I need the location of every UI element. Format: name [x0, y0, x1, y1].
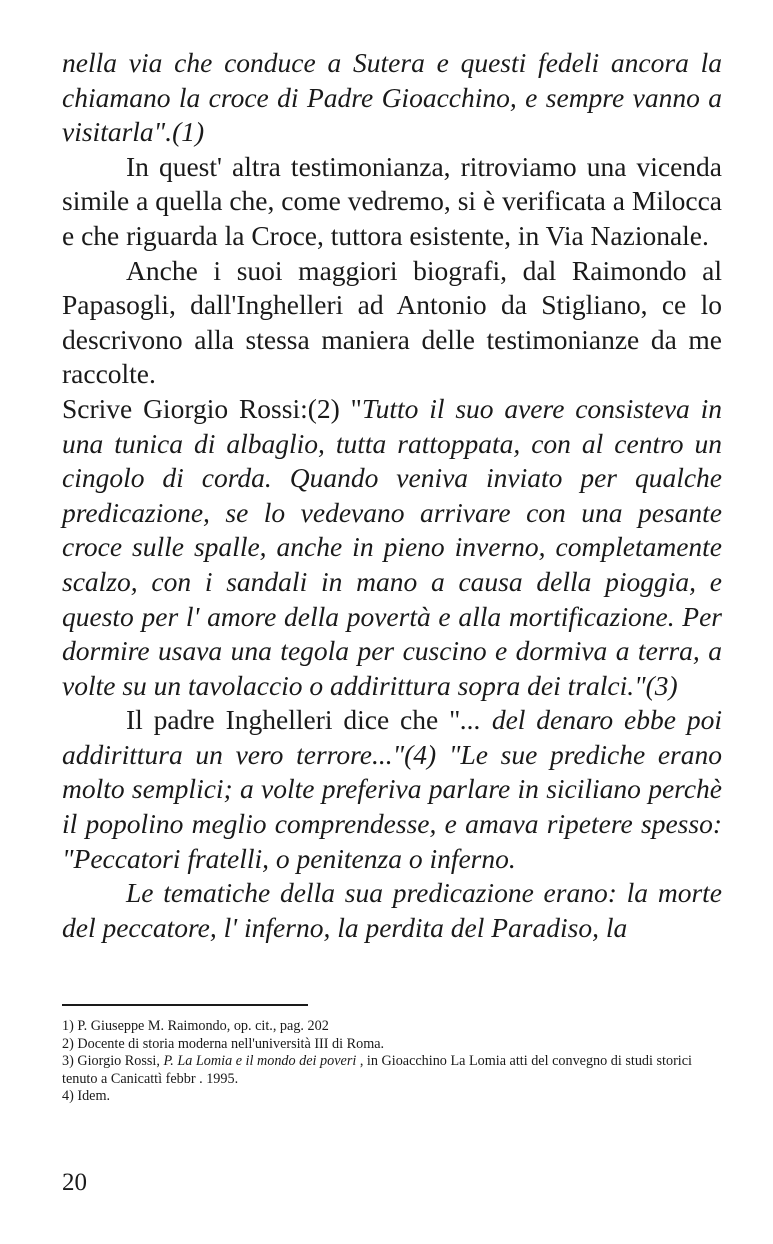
paragraph-biographers: Anche i suoi maggiori biografi, dal Raimondo al Papasogli, dall'Inghelleri ad Antonio da Stigliano, ce lo descrivono alla stessa maniera delle testimonianze da me raccolte. — [62, 254, 722, 390]
footnote-divider — [62, 1004, 308, 1006]
footnotes — [62, 1018, 722, 1106]
footnote-3-prefix: 3) Giorgio Rossi, — [62, 1053, 164, 1070]
footnote-3-title: P. La Lomia e il mondo dei poveri — [163, 1053, 357, 1070]
footnote-3 — [62, 1053, 722, 1088]
paragraph-testimony: In quest' altra testimonianza, ritroviamo una vicenda simile a quella che, come vedremo, si è verificata a Milocca e che riguarda la Croce, tuttora esistente, in Via Nazionale. — [62, 150, 722, 251]
paragraph-rossi-quote — [62, 392, 722, 703]
rossi-intro: Scrive Giorgio Rossi:(2) " — [62, 392, 362, 424]
footnote-2: 2) Docente di storia moderna nell'università III di Roma. — [62, 1035, 385, 1052]
page-number: 20 — [62, 1169, 87, 1196]
footnote-1: 1) P. Giuseppe M. Raimondo, op. cit., pag. 202 — [62, 1018, 329, 1034]
rossi-quote: Tutto il suo avere consisteva in una tunica di albaglio, tutta rattoppata, con al centro un cingolo di corda. Quando veniva inviato per qualche predicazione, se lo vedevano arrivare con una pesante croce sulle spalle, anche in pieno inverno, completamente scalzo, con i sandali in mano a causa della pioggia, e questo per l' amore della povertà e alla mortificazione. Per dormire usava una tegola per cuscino e dormiva a terra, a volte su un tavolaccio o addirittura sopra dei tralci."(3) — [62, 392, 722, 701]
footnote-3-suffix: , in Gioacchino La Lomia atti del convegno di studi storici tenuto a Canicattì febbr . 1995. — [62, 1053, 692, 1087]
footnote-4: 4) Idem. — [62, 1088, 111, 1105]
paragraph-quote-continuation: nella via che conduce a Sutera e questi fedeli ancora la chiamano la croce di Padre Gioacchino, e sempre vanno a visitarla".(1) — [62, 47, 722, 148]
paragraph-themes: Le tematiche della sua predicazione erano: la morte del peccatore, l' inferno, la perdita del Paradiso, la — [62, 877, 722, 943]
inghelleri-quote: ... del denaro ebbe poi addirittura un vero terrore..."(4) "Le sue prediche erano molto semplici; a volte preferiva parlare in siciliano perchè il popolino meglio comprendesse, e amava ripetere spesso: "Peccatori fratelli, o penitenza o inferno. — [62, 704, 722, 874]
inghelleri-intro: Il padre Inghelleri dice che " — [126, 704, 461, 736]
paragraph-inghelleri — [62, 703, 722, 876]
main-text — [62, 46, 722, 945]
